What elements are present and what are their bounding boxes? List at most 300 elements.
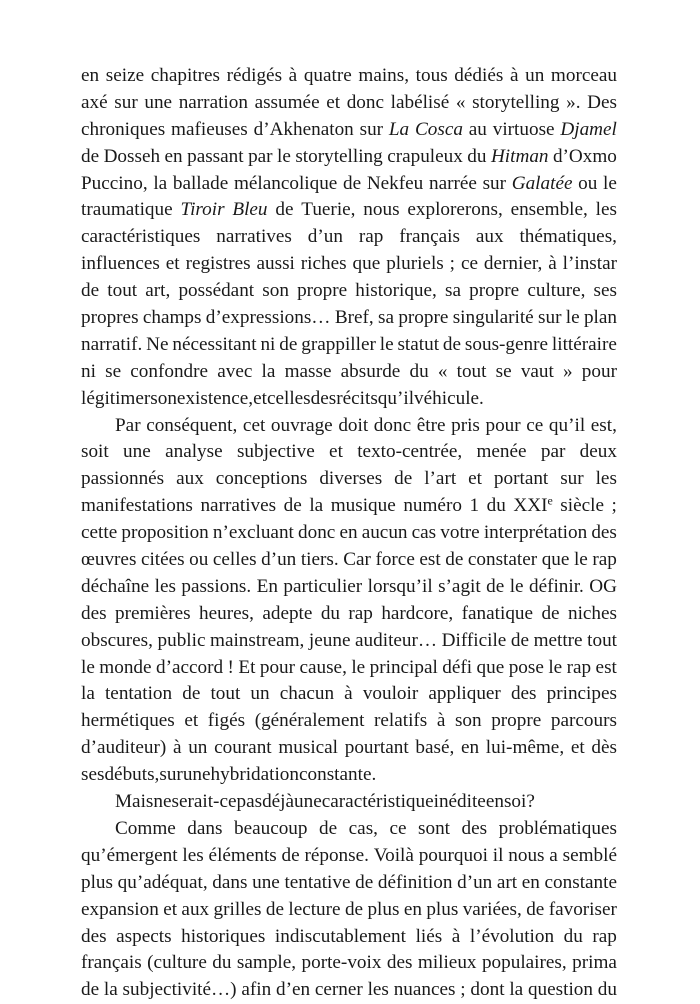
text-line [81, 897, 617, 924]
word-text: Voilà [373, 844, 414, 866]
word-text: siècle [560, 495, 604, 517]
word [81, 144, 99, 171]
word-text: portant [493, 468, 549, 490]
word-text: la [261, 360, 276, 382]
word-text: prima [572, 952, 617, 974]
word [359, 224, 384, 251]
word-text: passions. [181, 575, 252, 597]
word-text: ; [449, 253, 456, 275]
word [271, 413, 333, 440]
word-text: débuts, [104, 764, 160, 786]
word-text: liés [415, 925, 443, 947]
word [212, 870, 247, 897]
word-text: des [591, 522, 617, 544]
word [176, 466, 204, 493]
word-text: de [265, 898, 284, 920]
word-text: aux [176, 468, 204, 490]
word [184, 708, 198, 735]
word-text: tous [415, 65, 448, 86]
word [106, 63, 144, 90]
word [378, 386, 414, 413]
word [279, 332, 297, 359]
word-text: vaut [520, 360, 554, 382]
word-text: ensemble, [510, 199, 588, 221]
word [178, 278, 254, 305]
word-text: et [329, 441, 343, 463]
word [179, 90, 248, 117]
word-text: registres [185, 253, 251, 275]
word [302, 950, 382, 977]
word [571, 735, 585, 762]
italic-title: Bleu [232, 199, 268, 221]
word-text: confondre [130, 360, 209, 382]
word [374, 843, 414, 870]
word-text: hardcore, [381, 602, 454, 624]
word [172, 332, 256, 359]
word-text: En [256, 575, 278, 597]
word-text: œuvres [81, 549, 137, 571]
word [363, 197, 399, 224]
word [451, 413, 480, 440]
word-text: d’auditeur) [81, 737, 167, 759]
word [403, 493, 462, 520]
word-text: de [81, 145, 100, 167]
text-line [81, 843, 617, 870]
word-text: conceptions [215, 468, 308, 490]
text-line [81, 789, 617, 816]
text-line [81, 197, 617, 224]
word-text: (culture [147, 952, 207, 974]
word [367, 171, 423, 198]
word-text: une [123, 441, 151, 463]
word [455, 708, 482, 735]
word [468, 547, 537, 574]
word-text: du [563, 925, 583, 947]
word-text: appliquer [428, 683, 501, 705]
word [594, 278, 617, 305]
word-text: statut [397, 333, 440, 355]
word [248, 144, 273, 171]
word [487, 493, 506, 520]
word-text: le [509, 575, 524, 597]
word-text: public [157, 629, 206, 651]
text-line [81, 574, 617, 601]
text-line [81, 117, 617, 144]
word [130, 359, 208, 386]
word-text: sa [378, 307, 394, 329]
text-line [81, 90, 617, 117]
word [266, 897, 284, 924]
word-text: morceau [550, 65, 617, 86]
word-text: est, [590, 414, 617, 436]
word [241, 977, 271, 1004]
word [467, 144, 486, 171]
word [587, 90, 617, 117]
word [211, 762, 299, 789]
word-text: tentative [284, 871, 351, 893]
word-text: passionnés [81, 468, 165, 490]
word-text: est [595, 656, 617, 678]
text-line [81, 332, 617, 359]
word [114, 90, 137, 117]
word [147, 950, 207, 977]
word [115, 413, 141, 440]
word [574, 547, 588, 574]
superscript: e [547, 493, 553, 508]
word [578, 171, 597, 198]
word-text: rap [566, 656, 592, 678]
word [412, 520, 437, 547]
word-text: sur [359, 118, 384, 140]
word [121, 520, 208, 547]
word [297, 278, 347, 305]
word-text: narratives [216, 226, 292, 248]
word-text: plus [367, 898, 400, 920]
word [551, 708, 617, 735]
word-text: réponse. [304, 844, 369, 866]
word [243, 413, 265, 440]
word-text: figés [207, 710, 246, 732]
word [418, 950, 477, 977]
word [560, 493, 604, 520]
word [301, 547, 339, 574]
word [260, 655, 295, 682]
word-text: manifestations [81, 495, 193, 517]
word-text: ce [526, 414, 544, 436]
word-text: en [81, 65, 100, 86]
word [355, 870, 373, 897]
word-text: un [250, 683, 270, 705]
word [304, 63, 352, 90]
word-text: historiques [181, 925, 266, 947]
word [319, 466, 382, 493]
word-text: heures, [199, 602, 254, 624]
word-text: plus [426, 898, 459, 920]
word-text: constater [467, 549, 538, 571]
word [227, 63, 282, 90]
word-text: pose [508, 656, 544, 678]
word [81, 601, 107, 628]
word-text: relatifs [374, 710, 428, 732]
word [468, 466, 482, 493]
word [213, 520, 294, 547]
word [81, 655, 95, 682]
word-text: mélancolique [233, 172, 338, 194]
word-text: ou [578, 172, 598, 194]
word-text: le [565, 307, 580, 329]
word [200, 493, 276, 520]
word [438, 574, 481, 601]
word-text: des [81, 602, 107, 624]
text-line [81, 144, 617, 171]
word [81, 520, 117, 547]
word-text: son [262, 280, 289, 302]
word [172, 789, 237, 816]
word [237, 439, 315, 466]
word-text: premières [114, 602, 191, 624]
word [591, 520, 617, 547]
word-text: qu’adéquat, [117, 871, 208, 893]
word-text: beaucoup [233, 817, 308, 839]
word-text: numéro [403, 495, 462, 517]
word [426, 897, 458, 924]
word-text: une [252, 871, 280, 893]
word [311, 386, 337, 413]
word [469, 493, 479, 520]
word [521, 359, 554, 386]
word [457, 359, 487, 386]
word-text: deux [579, 441, 617, 463]
word [262, 789, 294, 816]
word [587, 628, 617, 655]
word-text: légitimer [81, 387, 151, 409]
word-text: propre [491, 710, 542, 732]
word-text: une [294, 791, 322, 813]
word-text: sa [444, 280, 461, 302]
word [370, 655, 438, 682]
word-text: Car [343, 549, 371, 571]
word-text: littéraire [551, 333, 617, 355]
word [386, 251, 444, 278]
word-text: basé, [415, 737, 455, 759]
word [81, 224, 200, 251]
word [145, 278, 170, 305]
word-text: Difficile [441, 629, 507, 651]
word [560, 117, 617, 144]
body-text [81, 63, 617, 1004]
word [255, 90, 320, 117]
word [143, 305, 202, 332]
word [551, 63, 617, 90]
word [462, 601, 533, 628]
word [592, 547, 617, 574]
word-text: éléments [208, 844, 277, 866]
word [155, 574, 176, 601]
word [486, 789, 504, 816]
text-line [81, 171, 617, 198]
word [534, 628, 583, 655]
text-line [81, 950, 617, 977]
word [547, 681, 617, 708]
word [545, 870, 617, 897]
word [257, 251, 295, 278]
word-text: tout [107, 280, 138, 302]
word [438, 359, 448, 386]
word-text: défi [442, 656, 473, 678]
word-text: pourquoi [418, 844, 488, 866]
word-text: OG [589, 575, 617, 597]
word-text: en [403, 898, 422, 920]
word-text: à [288, 65, 298, 86]
word [81, 870, 113, 897]
word-text: rap [592, 549, 617, 571]
text-line [81, 439, 617, 466]
word [81, 708, 175, 735]
word-text: sur [560, 468, 584, 490]
word [217, 359, 252, 386]
word-text: avec [217, 360, 253, 382]
text-line [81, 493, 617, 520]
word [104, 144, 161, 171]
word [378, 870, 453, 897]
word [326, 90, 340, 117]
word [183, 762, 211, 789]
word-text: existence, [176, 387, 254, 409]
text-line [81, 735, 617, 762]
word-text: afin [241, 979, 272, 1001]
word-text: interprétation [483, 522, 588, 544]
word-text: populaires, [481, 952, 567, 974]
word-text: celles [266, 387, 311, 409]
word [486, 735, 564, 762]
word [374, 413, 411, 440]
word-text: assumée [254, 91, 320, 113]
word [187, 816, 222, 843]
word [504, 789, 526, 816]
word-text: force [375, 549, 415, 571]
word [596, 197, 617, 224]
word-text: riches [300, 253, 347, 275]
word-text: aspects [116, 925, 172, 947]
word-text: ? [526, 791, 535, 813]
word [493, 843, 504, 870]
word-text: le [548, 656, 563, 678]
word [592, 924, 617, 951]
word [453, 305, 534, 332]
word [81, 63, 99, 90]
word [284, 493, 302, 520]
word-text: des [386, 952, 413, 974]
word-text: cet [242, 414, 266, 436]
word-text: narration [178, 91, 248, 113]
word-text: propres [81, 307, 139, 329]
text-line [81, 924, 617, 951]
word [548, 251, 557, 278]
word [81, 466, 164, 493]
word-text: la [509, 979, 524, 1001]
word [163, 897, 177, 924]
word [445, 547, 463, 574]
word [237, 950, 296, 977]
word-text: en [339, 522, 358, 544]
word [511, 628, 529, 655]
word [309, 628, 351, 655]
word-text: « [437, 360, 448, 382]
word [476, 224, 504, 251]
word-text: auditeur… [355, 629, 438, 651]
word-text: crapuleux [387, 145, 463, 167]
word [181, 574, 251, 601]
word [440, 520, 479, 547]
word-text: donc [298, 522, 336, 544]
word [345, 735, 409, 762]
word-text: la [81, 683, 95, 705]
word-text: musical [278, 737, 339, 759]
word [512, 171, 573, 198]
word-text: Tuerie, [301, 199, 356, 221]
word-text: d’un [307, 226, 343, 248]
word [486, 574, 504, 601]
word-text: grilles [213, 898, 262, 920]
word-text: et [165, 253, 180, 275]
word [166, 251, 180, 278]
word-text: cas, [348, 817, 378, 839]
word [165, 144, 183, 171]
word-text: rap [348, 602, 373, 624]
word [476, 439, 526, 466]
word [463, 897, 522, 924]
word-text: ! [227, 656, 234, 678]
word-text: ce [460, 253, 478, 275]
word [349, 816, 378, 843]
word-text: parcours [550, 710, 617, 732]
word [510, 574, 524, 601]
word [253, 386, 267, 413]
word-text: hybridation [210, 764, 299, 786]
word-text: l’art [424, 468, 457, 490]
word-text: français [81, 952, 142, 974]
word-text: nous [363, 199, 400, 221]
word-text: XXI [513, 495, 548, 517]
word [99, 655, 151, 682]
word-text: sous-genre [464, 333, 549, 355]
word-text: se [495, 360, 512, 382]
word-text: de [344, 898, 364, 920]
word-text: la [153, 172, 168, 194]
word [419, 547, 440, 574]
word-text: narratives [200, 495, 277, 517]
word [216, 224, 292, 251]
word-text: thématiques, [519, 226, 617, 248]
word-text: sur [114, 91, 138, 113]
word [572, 950, 617, 977]
word-text: de [486, 575, 505, 597]
text-line [81, 520, 617, 547]
word [81, 278, 99, 305]
text-line [81, 762, 617, 789]
word-text: axé [81, 91, 108, 113]
word [180, 197, 224, 224]
word-text: de [355, 871, 374, 893]
word-text: caractéristiques [81, 226, 201, 248]
word-text: son [454, 710, 482, 732]
word [104, 762, 159, 789]
italic-title: Tiroir [180, 199, 225, 221]
word-text: en [485, 791, 504, 813]
word [280, 681, 334, 708]
word [81, 574, 149, 601]
word-text: Par [115, 414, 141, 436]
word [603, 171, 617, 198]
word [165, 439, 223, 466]
word [511, 197, 588, 224]
word-text: mainstream, [210, 629, 305, 651]
word [206, 305, 331, 332]
word [526, 789, 535, 816]
word [375, 547, 414, 574]
word [566, 305, 580, 332]
word [549, 413, 585, 440]
word [428, 681, 500, 708]
paragraph [81, 63, 617, 413]
word [252, 870, 280, 897]
word-text: d’un [261, 549, 297, 571]
word-text: déchaîne [81, 575, 150, 597]
word [301, 332, 376, 359]
word [499, 816, 617, 843]
word [81, 197, 173, 224]
word-text: particulier [283, 575, 363, 597]
